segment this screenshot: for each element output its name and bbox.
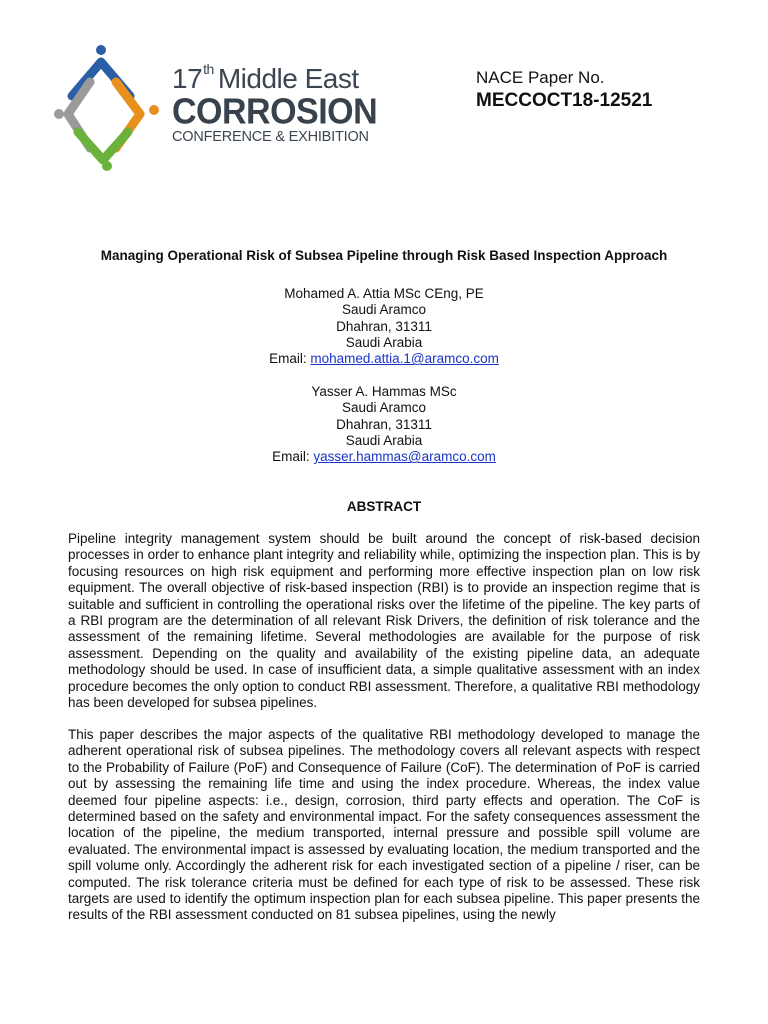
- author-country: Saudi Arabia: [345, 334, 423, 350]
- email-label: Email:: [272, 449, 310, 465]
- abstract-paragraph: This paper describes the major aspects of the qualitative RBI methodology developed to manage the adherent operational risk of subsea pipelines. The methodology covers all relevant aspects with respect to the Probability of Failure (PoF) and Consequence of Failure (CoF). The determination of PoF is carried out by assessing the remaining life time and using the index procedure. Whereas, the index value deemed four pipeline aspects: i.e., design, corrosion, third party effects and operation. The CoF is determined based on the safety and environmental impact. For the safety consequences assessment the location of the pipeline, the medium transported, internal pressure and possible spill volume are evaluated. The environmental impact is assessed by evaluating location, the medium transported and the spill volume only. Accordingly the adherent risk for each investigated section of a pipeline / riser, can be computed. The risk tolerance criteria must be defined for each type of risk to be assessed. These risk targets are used to identify the optimum inspection plan for each subsea pipeline. This paper presents the results of the RBI assessment conducted on 81 subsea pipelines, using the newly: [68, 727, 700, 923]
- author-city: Dhahran, 31311: [336, 318, 432, 334]
- logo-ordinal-suffix: th: [203, 61, 214, 77]
- logo-subtitle: CONFERENCE & EXHIBITION: [172, 129, 369, 145]
- nace-paper-block: [476, 68, 652, 112]
- author-organization: Saudi Aramco: [341, 302, 427, 318]
- author-city: Dhahran, 31311: [336, 416, 432, 432]
- nace-paper-number: MECCOCT18-12521: [476, 90, 653, 111]
- nace-paper-label: NACE Paper No.: [476, 68, 605, 87]
- logo-main-word: CORROSION: [172, 91, 378, 132]
- conference-logo-text: [172, 62, 377, 145]
- author-organization: Saudi Aramco: [341, 400, 427, 416]
- abstract-paragraph: Pipeline integrity management system should be built around the concept of risk-based decision processes in order to enhance plant integrity and reliability while, optimizing the inspection plan. This is by focusing resources on high risk equipment and performing more effective inspection plan on low risk equipment. The overall objective of risk-based inspection (RBI) is to provide an inspection regime that is suitable and sufficient in controlling the operational risks over the lifetime of the pipeline. The key parts of a RBI program are the determination of all relevant Risk Drivers, the definition of risk tolerance and the assessment of the remaining lifetime. Several methodologies are available for the purpose of risk assessment. Depending on the quality and availability of the existing pipeline data, an adequate methodology should be used. In case of insufficient data, a simple qualitative assessment with an index procedure becomes the only option to conduct RBI assessment. Therefore, a qualitative RBI methodology has been developed for subsea pipelines.: [68, 531, 700, 711]
- author-block: [0, 384, 768, 465]
- email-label: Email:: [269, 351, 307, 367]
- author-country: Saudi Arabia: [345, 432, 423, 448]
- author-name: Mohamed A. Attia MSc CEng, PE: [284, 286, 484, 301]
- author-email-link[interactable]: mohamed.attia.1@aramco.com: [310, 351, 499, 367]
- paper-title: Managing Operational Risk of Subsea Pipeline through Risk Based Inspection Approach: [100, 248, 668, 263]
- abstract-heading: ABSTRACT: [346, 499, 422, 514]
- author-email-line: [0, 351, 768, 367]
- author-block: [0, 286, 768, 367]
- author-name: Yasser A. Hammas MSc: [311, 384, 457, 399]
- logo-ordinal: 17: [172, 63, 203, 94]
- author-email-line: [0, 449, 768, 465]
- logo-edition: [172, 62, 377, 93]
- author-email-link[interactable]: yasser.hammas@aramco.com: [313, 449, 496, 465]
- conference-logo-icon: [54, 44, 164, 172]
- logo-event-name: Middle East: [217, 63, 359, 94]
